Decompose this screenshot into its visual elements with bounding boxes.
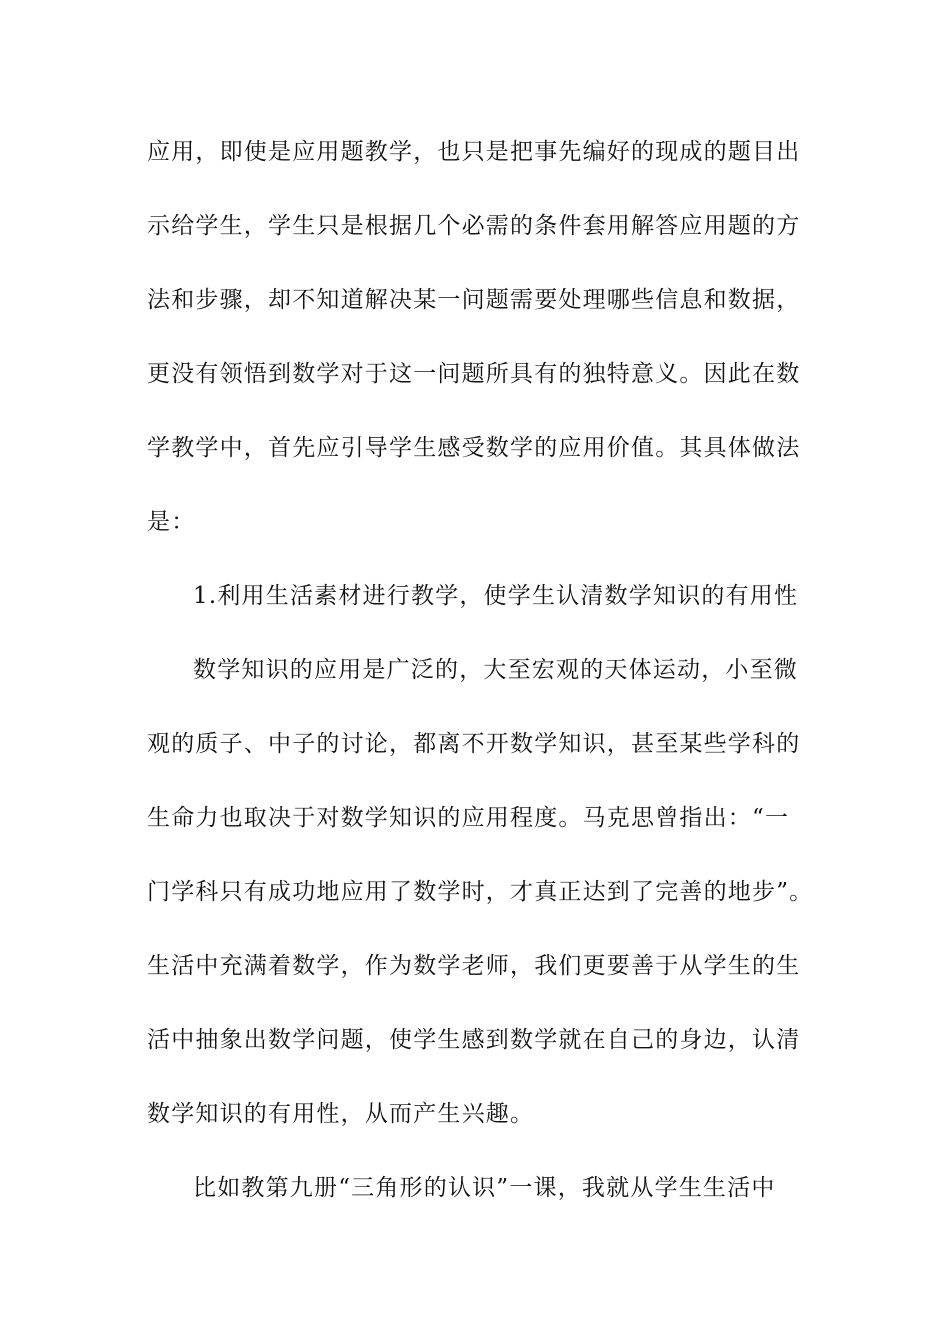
paragraph-line: 示给学生，学生只是根据几个必需的条件套用解答应用题的方 xyxy=(147,213,801,239)
section-heading: 1.利用生活素材进行教学，使学生认清数学知识的有用性 xyxy=(193,583,799,609)
paragraph-line: 比如教第九册“三角形的认识”一课，我就从学生生活中 xyxy=(193,1175,776,1201)
paragraph-line: 数学知识的有用性，从而产生兴趣。 xyxy=(147,1101,535,1127)
paragraph-line: 观的质子、中子的讨论，都离不开数学知识，甚至某些学科的 xyxy=(147,731,801,757)
paragraph-line: 生活中充满着数学，作为数学老师，我们更要善于从学生的生 xyxy=(147,953,801,979)
paragraph-line: 门学科只有成功地应用了数学时，才真正达到了完善的地步”。 xyxy=(147,879,814,905)
paragraph-line: 是： xyxy=(147,509,196,535)
paragraph-line: 学教学中，首先应引导学生感受数学的应用价值。其具体做法 xyxy=(147,435,801,461)
paragraph-line: 生命力也取决于对数学知识的应用程度。马克思曾指出：“一 xyxy=(147,805,790,831)
paragraph-line: 应用，即使是应用题教学，也只是把事先编好的现成的题目出 xyxy=(147,139,801,165)
paragraph-line: 法和步骤，却不知道解决某一问题需要处理哪些信息和数据， xyxy=(147,287,801,313)
paragraph-line: 数学知识的应用是广泛的，大至宏观的天体运动，小至微 xyxy=(193,657,798,683)
paragraph-line: 活中抽象出数学问题，使学生感到数学就在自己的身边，认清 xyxy=(147,1027,801,1053)
paragraph-line: 更没有领悟到数学对于这一问题所具有的独特意义。因此在数 xyxy=(147,361,801,387)
